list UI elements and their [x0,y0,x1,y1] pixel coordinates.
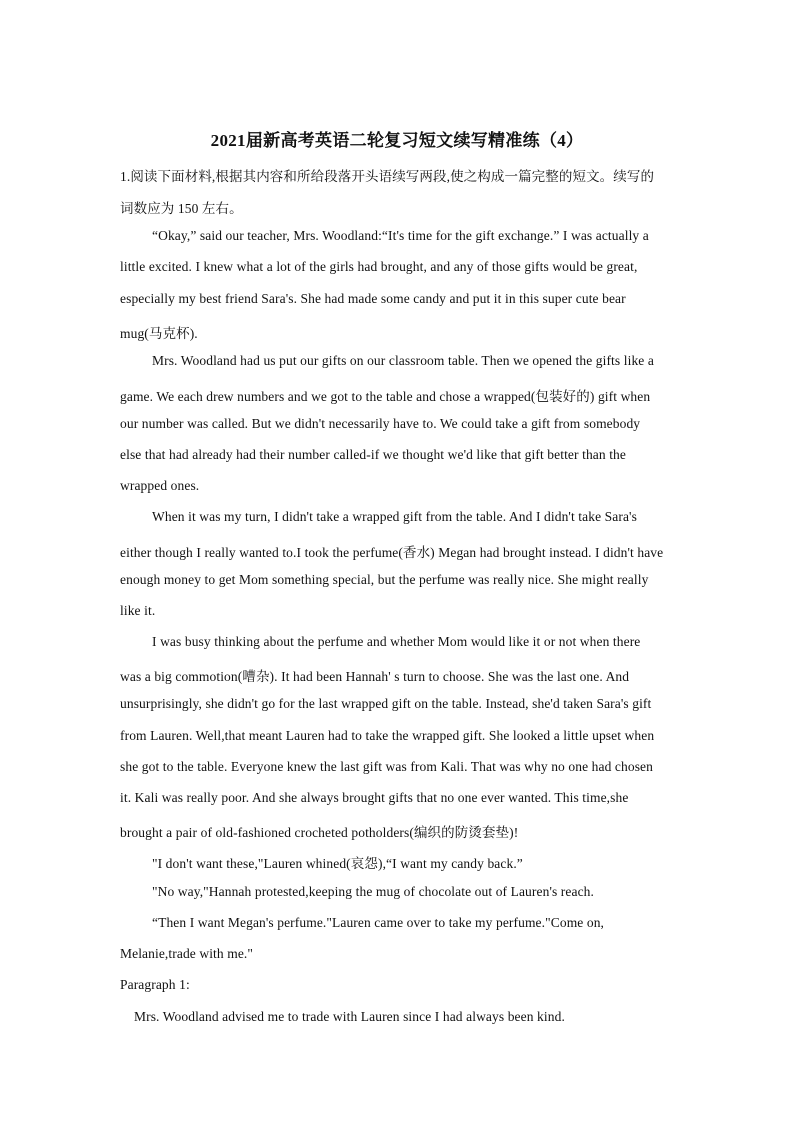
passage-line: else that had already had their number called-if we thought we'd like that gift better than the [120,447,626,462]
passage-line: brought a pair of old-fashioned crocheted potholders(编织的防烫套垫)! [120,825,519,840]
passage-line: game. We each drew numbers and we got to the table and chose a wrapped(包装好的) gift when [120,389,651,404]
passage-line: Mrs. Woodland had us put our gifts on our classroom table. Then we opened the gifts like a [152,353,654,368]
passage-line: from Lauren. Well,that meant Lauren had to take the wrapped gift. She looked a little upset when [120,728,655,743]
passage-line: wrapped ones. [120,478,200,493]
instruction-line: 词数应为 150 左右。 [120,201,243,216]
passage-line: “Then I want Megan's perfume."Lauren came over to take my perfume."Come on, [152,915,605,930]
passage-line: was a big commotion(嘈杂). It had been Hannah' s turn to choose. She was the last one. And [120,669,630,684]
passage-line: I was busy thinking about the perfume and whether Mom would like it or not when there [152,634,641,649]
page-title: 2021届新高考英语二轮复习短文续写精准练（4） [210,131,584,150]
passage-line: "I don't want these,"Lauren whined(哀怨),“I want my candy back.” [152,856,523,871]
passage-line: mug(马克杯). [120,326,198,341]
passage-line: "No way,"Hannah protested,keeping the mug of chocolate out of Lauren's reach. [152,884,594,899]
passage-line: either though I really wanted to.I took the perfume(香水) Megan had brought instead. I didn't have [120,545,664,560]
passage-line: especially my best friend Sara's. She had made some candy and put it in this super cute bear [120,291,626,306]
passage-line: she got to the table. Everyone knew the last gift was from Kali. That was why no one had chosen [120,759,653,774]
passage-line: unsurprisingly, she didn't go for the last wrapped gift on the table. Instead, she'd taken Sara's gift [120,696,652,711]
passage-line: “Okay,” said our teacher, Mrs. Woodland:“It's time for the gift exchange.” I was actually a [152,228,649,243]
passage-line: When it was my turn, I didn't take a wrapped gift from the table. And I didn't take Sara's [152,509,637,524]
paragraph-1-start: Mrs. Woodland advised me to trade with Lauren since I had always been kind. [134,1009,565,1024]
passage-line: like it. [120,603,156,618]
passage-line: it. Kali was really poor. And she always brought gifts that no one ever wanted. This time,she [120,790,629,805]
passage-line: little excited. I knew what a lot of the girls had brought, and any of those gifts would be great, [120,259,638,274]
passage-line: our number was called. But we didn't necessarily have to. We could take a gift from somebody [120,416,641,431]
passage-line: Melanie,trade with me." [120,946,254,961]
paragraph-label: Paragraph 1: [120,977,190,992]
passage-line: enough money to get Mom something special, but the perfume was really nice. She might really [120,572,649,587]
instruction-line: 1.阅读下面材料,根据其内容和所给段落开头语续写两段,使之构成一篇完整的短文。续写的 [120,169,655,184]
